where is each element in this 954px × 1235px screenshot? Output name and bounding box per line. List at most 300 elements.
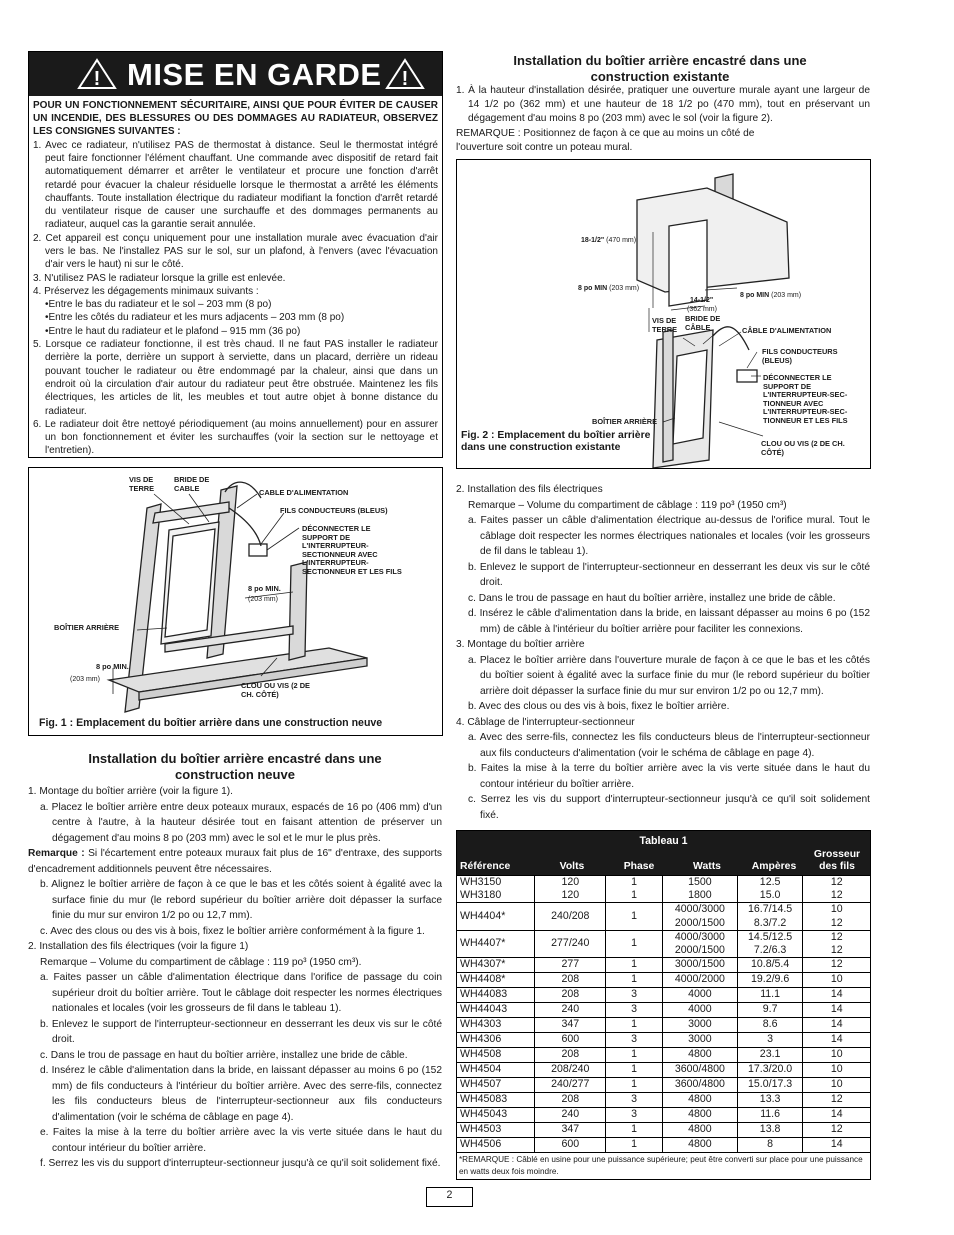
fig2-label-min8: [578, 285, 678, 293]
fig1-label-min8a: 8 po MIN.: [248, 584, 281, 593]
warning-item: 4. Préservez les dégagements minimaux suivants :: [33, 285, 259, 297]
table-cell: [535, 1003, 606, 1018]
instruction-line: a. Faites passer un câble d'alimentation électrique au-dessus de l'orifice mural. Tout le câblage doit respecter les normes électriques nationales et locales (voir les grosseurs de fil dans le tableau 1).: [468, 515, 870, 557]
table-cell: [606, 1108, 663, 1123]
table-cell: [662, 1093, 737, 1108]
table-row: [457, 1063, 870, 1078]
table-cell-value: WH3180: [460, 889, 502, 902]
table-cell-value: 277: [561, 958, 580, 971]
instruction-line: a. Placez le boîtier arrière entre deux poteaux muraux, espacés de 16 po (406 mm) d'un centre à l'autre, à la hauteur désirée tout en faisant attention de préserver un dégagement d'au moins 8 po (203 mm) avec le sol et le mur le plus près.: [40, 801, 442, 844]
instruction-line: 1. Montage du boîtier arrière (voir la figure 1).: [28, 786, 233, 797]
fig1-label-clou: CLOU OU VIS (2 DE CH. CÔTÉ): [241, 681, 310, 699]
table-cell-value: 4000: [688, 1003, 712, 1016]
table-cell-value: 8.3/7.2: [753, 916, 787, 929]
table-column-header: Grosseur des fils: [813, 849, 861, 872]
table-note: *REMARQUE : Câblé en usine pour une puissance supérieure; peut être converti sur place pour une puissance en watts deux fois moindre.: [457, 1152, 870, 1178]
table-cell-value: 240: [561, 1108, 580, 1121]
table-cell: [803, 1138, 870, 1153]
table-cell: [737, 876, 803, 903]
table-column-header: Volts: [559, 861, 585, 872]
table-cell-value: WH4404*: [460, 910, 506, 922]
table-cell-value: 10: [830, 1063, 843, 1076]
table-cell-value: 1: [631, 910, 638, 922]
warning-title: MISE EN GARDE: [127, 57, 382, 92]
table-cell: [606, 1123, 663, 1138]
table-cell-value: WH4508: [460, 1048, 502, 1061]
fig2-label-h-value: 18-1/2": [581, 237, 605, 244]
table-cell-value: 11.6: [760, 1108, 781, 1121]
table-body: [457, 875, 870, 1152]
table-cell-value: 1: [631, 1078, 638, 1091]
table-cell-value: WH4506: [460, 1138, 502, 1151]
table-cell: [457, 930, 535, 957]
table-cell: [606, 876, 663, 903]
warning-item: •Entre les côtés du radiateur et les murs adjacents – 203 mm (8 po): [45, 312, 345, 324]
table-cell: [457, 1033, 535, 1048]
table-cell: [662, 973, 737, 988]
table-cell: [803, 1108, 870, 1123]
instruction-line: c. Dans le trou de passage en haut du boîtier arrière, installez une bride de câble.: [468, 592, 836, 604]
table-cell-value: 4800: [688, 1093, 712, 1106]
new-construction-heading: Installation du boîtier arrière encastré dans une construction neuve: [88, 751, 382, 782]
warning-intro: POUR UN FONCTIONNEMENT SÉCURITAIRE, AINSI QUE POUR ÉVITER DE CAUSER UN INCENDIE, DES BLESSURES OU DES DOMMAGES AU RADIATEUR, OBSERVEZ LES CONSIGNES SUIVANTES :: [33, 100, 438, 138]
table-cell: [662, 1123, 737, 1138]
table-cell-value: WH4507: [460, 1078, 502, 1091]
table-cell-value: 12: [830, 876, 843, 888]
table-cell: [662, 903, 737, 930]
table-cell-value: 14: [830, 1003, 843, 1016]
table-cell: [737, 930, 803, 957]
table-cell-value: WH4407*: [460, 937, 506, 950]
table-cell: [662, 1033, 737, 1048]
instruction-line: Remarque – Volume du compartiment de câblage : 119 po³ (1950 cm³).: [40, 956, 362, 968]
table-cell: [457, 1123, 535, 1138]
table-row: [457, 903, 870, 930]
fig2-label-cable: CÂBLE D'ALIMENTATION: [742, 326, 832, 335]
table-cell: [457, 1108, 535, 1123]
table-cell-value: 208: [561, 1093, 580, 1106]
table-cell-value: 17.3/20.0: [748, 1063, 793, 1076]
table-cell-value: 347: [561, 1123, 580, 1136]
table-cell: [606, 958, 663, 973]
table-cell-value: 10.8/5.4: [750, 958, 790, 971]
table-cell: [803, 1063, 870, 1078]
table-row: [457, 876, 870, 903]
table-cell: [535, 1108, 606, 1123]
table-cell-value: 4000: [688, 988, 712, 1001]
table-cell-value: 13.3: [759, 1093, 781, 1106]
table-cell-value: 208: [561, 973, 580, 986]
table-cell: [737, 1093, 803, 1108]
table-cell: [606, 973, 663, 988]
warning-triangle-icon: [77, 58, 117, 90]
table-cell-value: 14: [830, 1018, 843, 1031]
table-cell: [606, 1063, 663, 1078]
table-cell: [535, 903, 606, 930]
table-cell-value: WH44083: [460, 988, 508, 1001]
table-cell-value: 14: [830, 1033, 843, 1046]
warning-body: [33, 99, 438, 458]
instruction-line: 2. Installation des fils électriques: [456, 484, 603, 495]
table-cell-value: 3: [631, 988, 638, 1001]
table-cell-value: 208: [561, 1048, 580, 1061]
table-cell-value: 12: [830, 944, 843, 957]
warning-box: [28, 51, 443, 458]
warning-item: •Entre le haut du radiateur et le plafond – 915 mm (36 po): [45, 325, 301, 337]
table-cell-value: 3000: [688, 1018, 712, 1031]
fig2-label-boitier: BOÎTIER ARRIÈRE: [592, 417, 658, 426]
fig2-label-bride: BRIDE DE CÂBLE: [685, 314, 721, 332]
table-column-header: Ampères: [751, 861, 797, 872]
table-cell-value: 16.7/14.5: [748, 903, 793, 916]
table-cell-value: 4800: [688, 1138, 712, 1151]
fig2-label-clou: CLOU OU VIS (2 DE CH. CÔTÉ): [761, 439, 845, 457]
warning-triangle-icon: [385, 58, 425, 90]
instruction-line: f. Serrez les vis du support d'interrupteur-sectionneur jusqu'à ce qu'il soit solidement fixé.: [40, 1158, 441, 1169]
table-cell-value: 120: [561, 876, 580, 888]
table-cell: [737, 1078, 803, 1093]
table-cell-value: 3000: [688, 1033, 712, 1046]
instruction-line: e. Faites la mise à la terre du boîtier arrière avec la vis verte située dans le haut du contour intérieur du boîtier arrière.: [40, 1127, 442, 1154]
table-cell-value: WH4503: [460, 1123, 502, 1136]
table-row: [457, 1048, 870, 1063]
fig1-label-min8a-mm: (203 mm): [248, 596, 278, 603]
table-cell-value: WH4307*: [460, 958, 506, 971]
table-cell: [803, 1123, 870, 1138]
table-cell: [662, 1108, 737, 1123]
table-row: [457, 930, 870, 957]
table-cell-value: WH45083: [460, 1093, 508, 1106]
table-row: [457, 1108, 870, 1123]
table-cell-value: 23.1: [759, 1048, 781, 1061]
table-cell: [803, 973, 870, 988]
table-cell: [737, 1138, 803, 1153]
table-cell-value: 19.2/9.6: [750, 973, 790, 986]
instruction-line: a. Faites passer un câble d'alimentation électrique dans l'orifice de passage du coin supérieur droit du boîtier arrière. Tout le câblage doit respecter les normes électriques nationales et locales (voir les grosseurs de fil dans le tableau 1).: [40, 972, 442, 1014]
table-column-headers: [457, 847, 870, 875]
table-cell: [457, 988, 535, 1003]
existing-step1: 1. À la hauteur d'installation désirée, pratiquer une ouverture murale ayant une largeur de 14 1/2 po (362 mm) et une hauteur de 18 1/2 po (470 mm), tout en préservant un dégagement d'au moins 8 po (203 mm) avec le sol (voir la figure 2).: [456, 85, 870, 125]
table-cell-value: 600: [561, 1138, 580, 1151]
table-cell-value: 12: [830, 1093, 843, 1106]
table-cell: [662, 1018, 737, 1033]
table-cell-value: 12: [830, 958, 843, 971]
warning-item: 2. Cet appareil est conçu uniquement pour une installation murale avec évacuation d'air vers le bas. Ne l'installez PAS sur le sol, sur un plafond, à l'envers (avec l'évacuation d'air vers le haut) ni sur le côté.: [33, 232, 438, 271]
instruction-line: Remarque : Si l'écartement entre poteaux muraux fait plus de 16" d'entraxe, des supports d'encadrement additionnels peuvent être nécessaires.: [28, 848, 442, 875]
existing-intro: [456, 84, 870, 155]
table-cell-value: 1: [631, 973, 638, 986]
instruction-line: b. Faites la mise à la terre du boîtier arrière avec la vis verte située dans le haut du contour intérieur du boîtier arrière.: [468, 763, 870, 790]
table-cell-value: 3: [631, 1108, 638, 1121]
table-row: [457, 1078, 870, 1093]
table-cell: [535, 1018, 606, 1033]
warning-list: [33, 139, 438, 458]
table-cell-value: 1: [631, 889, 638, 902]
instruction-line: 2. Installation des fils électriques (voir la figure 1): [28, 941, 249, 952]
fig2-label-h: [581, 237, 681, 245]
instruction-line: d. Insérez le câble d'alimentation dans la bride, en laissant dépasser au moins 6 po (152 mm) de câble à l'intérieur du boîtier arrière pour faciliter les connexions.: [468, 608, 870, 635]
warning-item: •Entre le bas du radiateur et le sol – 203 mm (8 po): [45, 299, 272, 311]
fig2-label-deconnecter: DÉCONNECTER LE SUPPORT DE L'INTERRUPTEUR-SEC-TIONNEUR AVEC L'INTERRUPTEUR-SEC-TIONNEUR ET LES FILS: [763, 373, 848, 425]
table-cell: [606, 988, 663, 1003]
table-cell: [803, 876, 870, 903]
table-cell-value: 1: [631, 958, 638, 971]
table-cell-value: 4000/3000: [674, 930, 725, 943]
table-cell-value: 3: [631, 1003, 638, 1016]
table-cell: [535, 876, 606, 903]
page-number: 2: [426, 1187, 473, 1207]
fig2-caption: Fig. 2 : Emplacement du boîtier arrière dans une construction existante: [461, 430, 651, 453]
table-cell: [803, 1003, 870, 1018]
table-cell-value: 1: [631, 937, 638, 950]
warning-item: 1. Avec ce radiateur, n'utilisez PAS de thermostat à distance. Seul le thermostat intégré peut faire fonctionner l'élément chauffant. Une commande avec dispositif de retard fait automatiquement démarrer et arrêter le ventilateur et procure une fonction d'arrêt retardé pour évacuer la chaleur résiduelle lorsque le thermostat a arrêté les éléments chauffants. Toute installation électrique du radiateur modifiant la fonction d'arrêt retardé du ventilateur risque de causer une surchauffe et des dommages permanents au radiateur, auquel cas la garantie serait annulée.: [33, 139, 438, 231]
table-cell-value: 1500: [688, 876, 712, 888]
instruction-line: d. Insérez le câble d'alimentation dans la bride, en laissant dépasser au moins 6 po (152 mm) de fils conducteurs à l'intérieur du boîtier arrière. Avec des serre-fils, connectez les fils conducteurs bleus de l'interrupteur-sectionneur aux fils conducteurs d'alimentation (voir le schéma de câblage en page 4).: [40, 1065, 442, 1123]
table-row: [457, 1003, 870, 1018]
table-cell: [803, 930, 870, 957]
table-cell-value: 14.5/12.5: [748, 930, 793, 943]
table-cell-value: 14: [830, 1108, 843, 1121]
table-cell-value: 3600/4800: [674, 1078, 725, 1091]
table-cell-value: 208/240: [551, 1063, 590, 1076]
instruction-line: c. Serrez les vis du support d'interrupteur-sectionneur jusqu'à ce qu'il soit solidement fixé.: [468, 794, 870, 821]
table-header: [457, 831, 870, 875]
instruction-line: a. Avec des serre-fils, connectez les fils conducteurs bleus de l'interrupteur-sectionneur aux fils conducteurs d'alimentation (voir le schéma de câblage en page 4).: [468, 732, 870, 759]
fig1-label-bride: BRIDE DE CABLE: [174, 475, 210, 493]
new-construction-steps: [28, 784, 442, 1172]
table-cell: [803, 1078, 870, 1093]
figure-2: [456, 159, 871, 469]
table-cell-value: 12: [830, 916, 843, 929]
table-cell-value: 8.6: [762, 1018, 778, 1031]
table-cell-value: 240/208: [551, 910, 590, 922]
table-cell-value: 14: [830, 988, 843, 1001]
table-cell-value: WH4303: [460, 1018, 502, 1031]
table-cell-value: 4800: [688, 1123, 712, 1136]
fig2-label-min8b-mm: (203 mm): [771, 292, 802, 299]
table-cell-value: WH45043: [460, 1108, 508, 1121]
table-cell: [535, 958, 606, 973]
table-cell-value: 10: [830, 903, 843, 916]
table-cell: [803, 958, 870, 973]
table-cell: [662, 988, 737, 1003]
table-cell: [457, 1048, 535, 1063]
table-cell-value: 8: [767, 1138, 774, 1151]
table-cell: [606, 1093, 663, 1108]
table-cell: [535, 1123, 606, 1138]
table-cell-value: 10: [830, 973, 843, 986]
table-cell: [662, 1138, 737, 1153]
table-cell-value: 347: [561, 1018, 580, 1031]
table-cell: [737, 1123, 803, 1138]
warning-header: [29, 52, 442, 96]
fig2-label-fils: FILS CONDUCTEURS (BLEUS): [762, 347, 838, 365]
table-cell-value: 208: [561, 988, 580, 1001]
table-cell-value: WH4504: [460, 1063, 502, 1076]
table-row: [457, 973, 870, 988]
table-cell-value: WH3150: [460, 876, 502, 888]
table-cell-value: 12: [830, 1123, 843, 1136]
table-row: [457, 958, 870, 973]
table-cell: [737, 1018, 803, 1033]
table-cell: [737, 1063, 803, 1078]
table-row: [457, 988, 870, 1003]
table-row: [457, 1123, 870, 1138]
table-cell-value: 12.5: [759, 876, 781, 888]
existing-heading: Installation du boîtier arrière encastré dans une construction existante: [513, 53, 807, 84]
table-cell-value: 277/240: [551, 937, 590, 950]
table-cell: [662, 1048, 737, 1063]
table-cell-value: 2000/1500: [674, 944, 725, 957]
fig1-label-cable: CABLE D'ALIMENTATION: [259, 488, 349, 497]
table-cell: [737, 988, 803, 1003]
warning-item: 5. Lorsque ce radiateur fonctionne, il est très chaud. Il ne faut PAS installer le radiateur derrière la porte, derrière un support à serviette, dans un placard, derrière un rideau pouvant toucher le radiateur ou être endommagé par la chaleur, ainsi que dans un endroit où la circulation d'air autour du radiateur peut être obstruée. Maintenez les fils électriques, les articles de lit, les meubles et tout autre objet à bonne distance du radiateur.: [33, 339, 438, 417]
instruction-line: b. Enlevez le support de l'interrupteur-sectionneur en desserrant les deux vis sur le côté droit.: [468, 561, 870, 588]
table-cell: [457, 1063, 535, 1078]
table-cell: [803, 988, 870, 1003]
table-row: [457, 1093, 870, 1108]
svg-text:!: !: [401, 68, 409, 90]
table-cell: [457, 1138, 535, 1153]
table-cell-value: 14: [830, 1138, 843, 1151]
fig1-label-min8b: 8 po MIN.: [96, 662, 129, 671]
table-row: [457, 1033, 870, 1048]
table-cell: [457, 973, 535, 988]
table-cell-value: 12: [830, 930, 843, 943]
table-cell: [606, 1003, 663, 1018]
instruction-line: b. Enlevez le support de l'interrupteur-sectionneur en desserrant les deux vis sur le côté droit.: [40, 1018, 442, 1045]
table-cell: [737, 903, 803, 930]
table-cell: [457, 876, 535, 903]
table-cell-value: 3600/4800: [674, 1063, 725, 1076]
table-title: Tableau 1: [639, 835, 688, 847]
table-cell-value: 11.1: [760, 988, 781, 1001]
table-cell-value: 1800: [688, 889, 712, 902]
table-row: [457, 1018, 870, 1033]
table-cell: [803, 1093, 870, 1108]
existing-remark: REMARQUE : Positionnez de façon à ce que au moins un côté de l'ouverture soit contre un poteau mural.: [456, 127, 755, 153]
table-column-header: Phase: [623, 861, 655, 872]
table-cell: [535, 973, 606, 988]
table-cell: [737, 973, 803, 988]
table-cell-value: 2000/1500: [674, 916, 725, 929]
table-cell: [606, 1078, 663, 1093]
fig2-label-min8-mm: (203 mm): [609, 285, 640, 292]
table-cell: [457, 903, 535, 930]
table-cell-value: 12: [830, 889, 843, 902]
fig2-label-h-mm: (470 mm): [606, 237, 637, 244]
table-cell: [457, 1093, 535, 1108]
instruction-line: c. Avec des clous ou des vis à bois, fixez le boîtier arrière conformément à la figure 1.: [40, 925, 425, 937]
fig1-label-vis-terre: VIS DE TERRE: [129, 475, 155, 493]
fig2-label-vis-terre: VIS DE TERRE: [652, 316, 678, 334]
table-cell-value: WH44043: [460, 1003, 508, 1016]
table-cell: [535, 1138, 606, 1153]
table-cell-value: 1: [631, 1048, 638, 1061]
table-cell-value: 1: [631, 876, 638, 888]
table-cell: [606, 903, 663, 930]
table-cell-value: 4000/3000: [674, 903, 725, 916]
instruction-line: a. Placez le boîtier arrière dans l'ouverture murale de façon à ce que le bas et les côtés du boîtier soient à égalité avec la surface finie du mur (le rebord supérieur du boîtier arrière doit dépasser la surface finie du mur sur environ 1/2 po ou 12,7 mm).: [468, 654, 870, 697]
instruction-line: b. Avec des clous ou des vis à bois, fixez le boîtier arrière.: [468, 701, 730, 712]
table-cell-value: 600: [561, 1033, 580, 1046]
table-cell: [662, 876, 737, 903]
table-cell-value: 120: [561, 889, 580, 902]
table-cell: [803, 1048, 870, 1063]
table-cell: [535, 930, 606, 957]
table-cell: [535, 1063, 606, 1078]
table-cell-value: 10: [830, 1078, 843, 1091]
table-cell: [535, 988, 606, 1003]
warning-item: 3. N'utilisez PAS le radiateur lorsque la grille est enlevée.: [33, 272, 286, 284]
table-cell: [662, 1078, 737, 1093]
table-cell: [457, 1003, 535, 1018]
table-cell: [606, 930, 663, 957]
fig2-label-w-mm: (362 mm): [687, 306, 717, 313]
fig2-label-min8-value: 8 po MIN: [578, 285, 608, 292]
table-cell-value: 4000/2000: [674, 973, 725, 986]
fig2-label-min8b-value: 8 po MIN: [740, 292, 770, 299]
warning-item: 6. Le radiateur doit être nettoyé périodiquement (au moins annuellement) pour en assurer un bon fonctionnement et éviter les surchauffes (voir la section sur le nettoyage et l'entretien).: [33, 418, 438, 457]
table-cell: [737, 1108, 803, 1123]
fig1-label-fils: FILS CONDUCTEURS (BLEUS): [280, 506, 388, 515]
instruction-line: 4. Câblage de l'interrupteur-sectionneur: [456, 716, 635, 728]
table-cell: [737, 1003, 803, 1018]
table-cell-value: 3: [631, 1093, 638, 1106]
table-column-header: Watts: [693, 861, 721, 872]
table-column-header: Référence: [460, 861, 511, 872]
instruction-line: 3. Montage du boîtier arrière: [456, 639, 585, 650]
table-cell-value: 1: [631, 1018, 638, 1031]
table-cell-value: 3: [767, 1033, 774, 1046]
table-cell: [662, 1003, 737, 1018]
table-cell-value: 4800: [688, 1048, 712, 1061]
table-cell: [535, 1093, 606, 1108]
table-cell: [606, 1018, 663, 1033]
table-cell: [737, 1033, 803, 1048]
table-cell: [606, 1138, 663, 1153]
fig1-label-min8b-mm: (203 mm): [70, 676, 100, 683]
fig2-label-min8b: [740, 292, 840, 300]
table-cell-value: 3: [631, 1033, 638, 1046]
table-cell-value: 10: [830, 1048, 843, 1061]
table-row: [457, 1138, 870, 1153]
table-cell: [662, 1063, 737, 1078]
table-cell-value: 9.7: [762, 1003, 778, 1016]
fig1-caption: Fig. 1 : Emplacement du boîtier arrière dans une construction neuve: [39, 717, 383, 729]
table-cell-value: WH4306: [460, 1033, 502, 1046]
table-cell-value: 15.0: [759, 889, 781, 902]
table-cell-value: 1: [631, 1138, 638, 1151]
table-cell-value: 3000/1500: [674, 958, 725, 971]
table-cell: [803, 903, 870, 930]
figure-1: [28, 467, 443, 736]
table-cell: [803, 1018, 870, 1033]
table-cell-value: 240: [561, 1003, 580, 1016]
instruction-line: b. Alignez le boîtier arrière de façon à ce que le bas et les côtés soient à égalité avec la surface finie du mur (le rebord supérieur du boîtier arrière doit dépasser la surface finie du mur sur environ 1/2 po ou 12,7 mm).: [40, 879, 442, 921]
table-cell: [803, 1033, 870, 1048]
fig1-label-boitier: BOÎTIER ARRIÈRE: [54, 623, 120, 632]
table-cell: [457, 958, 535, 973]
table-cell: [457, 1018, 535, 1033]
table-cell: [535, 1078, 606, 1093]
table-cell-value: 15.0/17.3: [748, 1078, 793, 1091]
table-cell: [662, 930, 737, 957]
table-cell: [606, 1048, 663, 1063]
table-cell-value: 7.2/6.3: [753, 944, 787, 957]
table-cell: [535, 1033, 606, 1048]
table-cell-value: 4800: [688, 1108, 712, 1121]
